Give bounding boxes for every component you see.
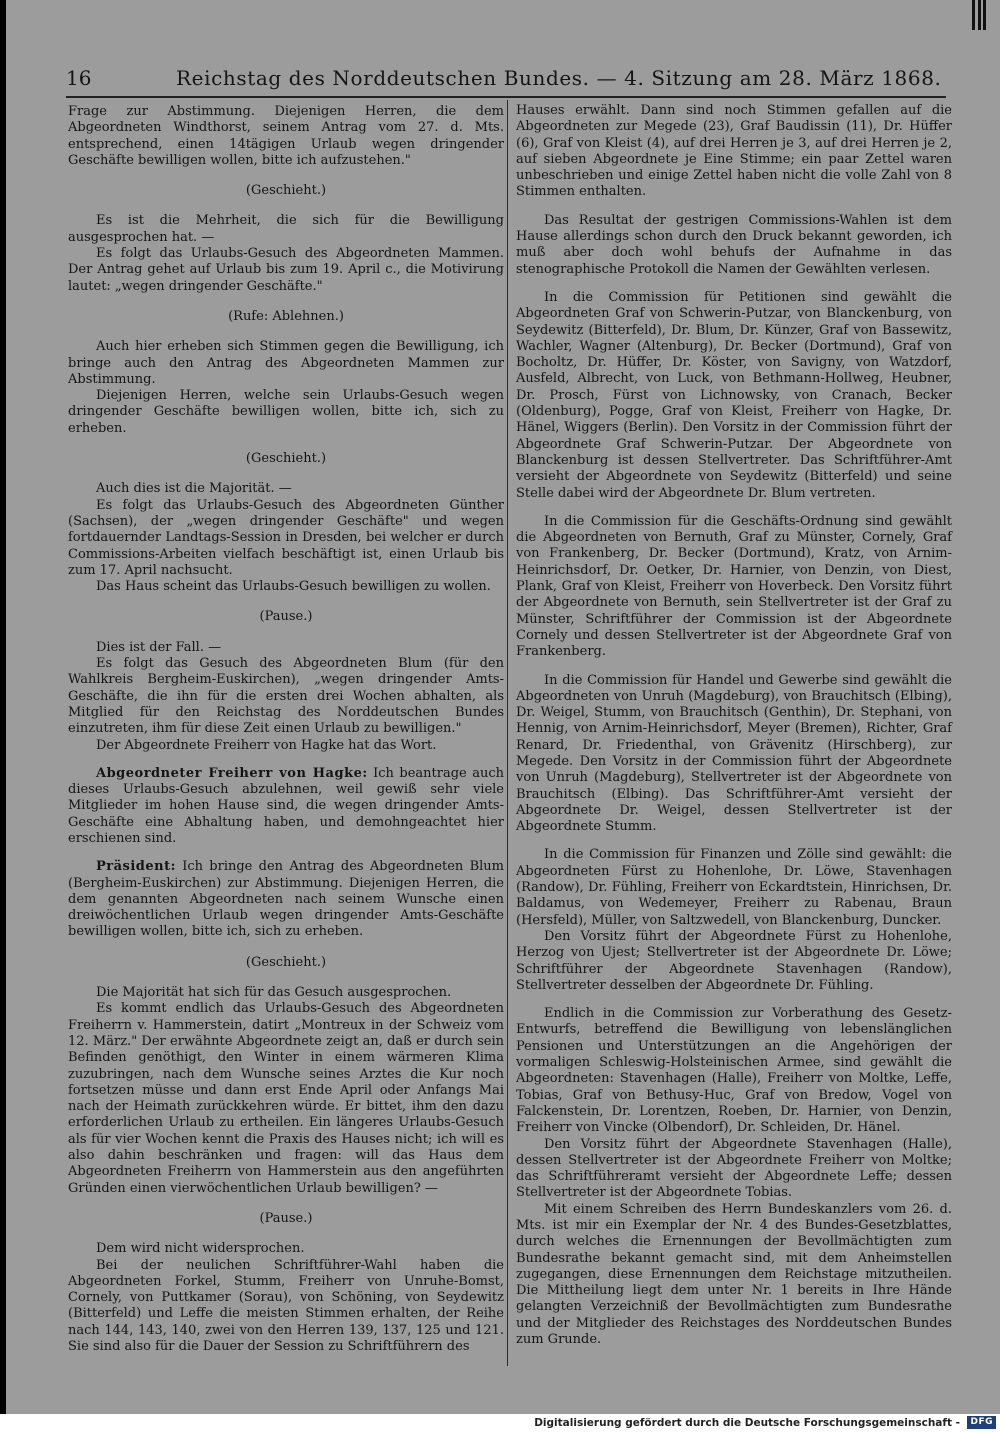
- page-number: 16: [66, 66, 92, 90]
- stage-direction: (Rufe: Ablehnen.): [228, 308, 344, 324]
- body-paragraph: Es ist die Mehrheit, die sich für die Bewilligung ausgesprochen hat. —: [68, 213, 504, 245]
- dfg-logo: DFG: [967, 1416, 996, 1429]
- speaker-name: Präsident:: [96, 859, 176, 875]
- body-paragraph: Auch dies ist die Majorität. —: [96, 481, 292, 497]
- body-paragraph: Die Majorität hat sich für das Gesuch ausgesprochen.: [96, 985, 452, 1001]
- body-paragraph: Es folgt das Gesuch des Abgeordneten Blum (für den Wahlkreis Bergheim-Euskirchen), „wegen dringender Amts-Geschäfte, die ihn für die ersten drei Wochen abhalten, als Mitglied für den Reichstag des Norddeutschen Bundes einzutreten, ihm für diese Zeit einen Urlaub zu bewilligen.": [68, 656, 504, 737]
- body-paragraph: In die Commission für Finanzen und Zölle sind gewählt: die Abgeordneten Fürst zu Hohenlohe, Dr. Löwe, Stavenhagen (Randow), Dr. Fühling, Freiherr von Eckardtstein, Hinrichsen, Dr. Baldamus, von Wedemeyer, Freiherr zu Rabenau, Braun (Hersfeld), Müller, von Saltzwedell, von Blanckenburg, Duncker.: [516, 847, 952, 928]
- stage-direction: (Pause.): [259, 1210, 313, 1226]
- body-paragraph: In die Commission für Handel und Gewerbe sind gewählt die Abgeordneten von Unruh (Magdeburg), von Brauchitsch (Elbing), Dr. Weigel, Stumm, von Brauchitsch (Genthin), Dr. Stephani, von Hennig, von Arnim-Heinrichsdorf, Meyer (Bremen), Richter, Graf Renard, Dr. Friedenthal, von Grävenitz (Hirschberg), zur Megede. Den Vorsitz in der Commission führt der Abgeordnete von Unruh (Magdeburg), Stellvertreter ist der Abgeordnete von Brauchitsch (Elbing). Das Schriftführer-Amt versieht der Abgeordnete Dr. Weigel, dessen Stellvertreter ist der Abgeordnete Stumm.: [516, 672, 952, 835]
- body-paragraph: Dem wird nicht widersprochen.: [96, 1241, 305, 1257]
- stage-direction: (Geschieht.): [245, 183, 327, 199]
- stage-direction: (Geschieht.): [245, 451, 327, 467]
- body-paragraph: Endlich in die Commission zur Vorberathung des Gesetz-Entwurfs, betreffend die Bewilligung von lebenslänglichen Pensionen und Unterstützungen an die Angehörigen der vormaligen Schleswig-Holsteinischen Armee, sind gewählt die Abgeordneten: Stavenhagen (Halle), Freiherr von Moltke, Leffe, Tobias, Graf von Bethusy-Huc, Graf von Bredow, Vogel von Falckenstein, Dr. Lorentzen, Roeben, Dr. Harnier, von Denzin, Freiherr von Vincke (Olbendorf), Dr. Schleiden, Dr. Hänel.: [516, 1006, 952, 1136]
- body-paragraph: Es kommt endlich das Urlaubs-Gesuch des Abgeordneten Freiherrn v. Hammerstein, datirt „Montreux in der Schweiz vom 12. März." Der erwähnte Abgeordnete zeigt an, daß er durch sein Befinden genöthigt, den Winter in einem wärmeren Klima zuzubringen, nach dem Wunsche seines Arztes die Kur noch fortsetzen müsse und dann erst Ende April oder Anfangs Mai nach der Heimath zurückkehren würde. Er bittet, ihm den dazu erforderlichen Urlaub zu ertheilen. Ein längeres Urlaubs-Gesuch als für vier Wochen kennt die Praxis des Hauses nicht; ich will es also dahin beschränken und fragen: will das Haus dem Abgeordneten Freiherrn von Hammerstein aus den angeführten Gründen einen vierwöchentlichen Urlaub bewilligen? —: [68, 1001, 504, 1196]
- stage-direction: (Pause.): [259, 609, 313, 625]
- body-paragraph: Den Vorsitz führt der Abgeordnete Fürst zu Hohenlohe, Herzog von Ujest; Stellvertreter ist der Abgeordnete Dr. Löwe; Schriftführer der Abgeordnete Stavenhagen (Randow), Stellvertreter desselben der Abgeordnete Dr. Fühling.: [516, 928, 952, 993]
- speaker-name: Abgeordneter Freiherr von Hagke:: [96, 765, 368, 781]
- running-title: Reichstag des Norddeutschen Bundes. — 4. Sitzung am 28. März 1868.: [176, 66, 942, 90]
- right-column: [516, 103, 952, 1348]
- body-paragraph: Der Abgeordnete Freiherr von Hagke hat das Wort.: [96, 737, 437, 753]
- footer-bar: [0, 1414, 1000, 1432]
- body-paragraph: Hauses erwählt. Dann sind noch Stimmen gefallen auf die Abgeordneten zur Megede (23), Graf Baudissin (11), Dr. Hüffer (6), Graf von Kleist (4), auf drei Herren je 3, auf drei Herren je 2, auf sieben Abgeordnete je Eine Stimme; ein paar Zettel waren unbeschrieben und einige Zettel haben nicht die volle Zahl von 8 Stimmen enthalten.: [516, 103, 952, 200]
- left-column: [68, 104, 504, 1355]
- column-divider: [507, 100, 508, 1366]
- body-paragraph: Es folgt das Urlaubs-Gesuch des Abgeordneten Günther (Sachsen), der „wegen dringender Geschäfte" und wegen fortdauernder Landtags-Session in Dresden, bei welcher er durch Commissions-Arbeiten vielfach beschäftigt ist, einen Urlaub bis zum 17. April nachsucht.: [68, 497, 504, 578]
- stage-direction: (Geschieht.): [245, 954, 327, 970]
- body-paragraph: Diejenigen Herren, welche sein Urlaubs-Gesuch wegen dringender Geschäfte bewilligen wollen, bitte ich, sich zu erheben.: [68, 388, 504, 436]
- header-rule: [66, 96, 946, 98]
- body-paragraph: In die Commission für die Geschäfts-Ordnung sind gewählt die Abgeordneten von Bernuth, Graf zu Münster, Cornely, Graf von Frankenberg, Dr. Becker (Dortmund), Kratz, von Arnim-Heinrichsdorf, Dr. Oetker, Dr. Harnier, von Denzin, von Diest, Plank, Graf von Kleist, Freiherr von Hoverbeck. Den Vorsitz führt der Abgeordnete von Bernuth, sein Stellvertreter ist der Graf zu Münster, Schriftführer der Commission ist der Abgeordnete Cornely und dessen Stellvertreter ist der Abgeordnete Graf von Frankenberg.: [516, 513, 952, 660]
- body-paragraph: In die Commission für Petitionen sind gewählt die Abgeordneten Graf von Schwerin-Putzar, von Blanckenburg, von Seydewitz (Bitterfeld), Dr. Blum, Dr. Künzer, Graf von Bassewitz, Wachler, Wagner (Altenburg), Dr. Becker (Dortmund), Graf von Bocholtz, Dr. Hüffer, Dr. Köster, von Savigny, von Watzdorf, Ausfeld, Albrecht, von Luck, von Bethmann-Hollweg, Heubner, Dr. Prosch, Fürst von Lichnowsky, von Cranach, Becker (Oldenburg), Pogge, Graf von Kleist, Freiherr von Hagke, Dr. Hänel, Wiggers (Berlin). Den Vorsitz in der Commission führt der Abgeordnete Graf Schwerin-Putzar. Der Abgeordnete von Blanckenburg ist dessen Stellvertreter. Das Schriftführer-Amt versieht der Abgeordnete von Seydewitz (Bitterfeld) und seine Stelle dabei wird der Abgeordnete Dr. Blum vertreten.: [516, 289, 952, 501]
- body-paragraph: Den Vorsitz führt der Abgeordnete Stavenhagen (Halle), dessen Stellvertreter ist der Abgeordnete Freiherr von Moltke; das Schriftführeramt versieht der Abgeordnete Leffe; dessen Stellvertreter ist der Abgeordnete Tobias.: [516, 1136, 952, 1201]
- page-header: [66, 64, 944, 94]
- speech-text: Ich bringe den Antrag des Abgeordneten Blum (Bergheim-Euskirchen) zur Abstimmung. Diejenigen Herren, die dem genannten Abgeordneten nach seinem Wunsche einen dreiwöchentlichen Urlaub wegen dringender Amts-Geschäfte bewilligen wollen, bitte ich, sich zu erheben.: [68, 859, 504, 940]
- speech-paragraph: [68, 766, 504, 847]
- body-paragraph: Es folgt das Urlaubs-Gesuch des Abgeordneten Mammen. Der Antrag gehet auf Urlaub bis zum 19. April c., die Motivirung lautet: „wegen dringender Geschäfte.": [68, 246, 504, 294]
- body-paragraph: Mit einem Schreiben des Herrn Bundeskanzlers vom 26. d. Mts. ist mir ein Exemplar der Nr. 4 des Bundes-Gesetzblattes, durch welches die Ernennungen der Bevollmächtigten zum Bundesrathe bekannt gemacht sind, mit dem Anheimstellen zugegangen, diese Ernennungen dem Reichstage mitzutheilen. Die Mittheilung liegt dem unter Nr. 1 bereits in Ihre Hände gelangten Verzeichniß der Bevollmächtigten zum Bundesrathe und der Mitglieder des Reichstages des Norddeutschen Bundes zum Grunde.: [516, 1201, 952, 1348]
- body-paragraph: Auch hier erheben sich Stimmen gegen die Bewilligung, ich bringe auch den Antrag des Abgeordneten Mammen zur Abstimmung.: [68, 339, 504, 387]
- body-paragraph: Dies ist der Fall. —: [96, 639, 222, 655]
- body-paragraph: Bei der neulichen Schriftführer-Wahl haben die Abgeordneten Forkel, Stumm, Freiherr von Unruhe-Bomst, Cornely, von Puttkamer (Sorau), von Schöning, von Seydewitz (Bitterfeld) und Leffe die meisten Stimmen erhalten, der Reihe nach 144, 143, 140, zwei von den Herren 139, 137, 125 und 121. Sie sind also für die Dauer der Session zu Schriftführern des: [68, 1257, 504, 1354]
- body-paragraph: Frage zur Abstimmung. Diejenigen Herren, die dem Abgeordneten Windthorst, seinem Antrag vom 27. d. Mts. entsprechend, einen 14tägigen Urlaub wegen dringender Geschäfte bewilligen wollen, bitte ich aufzustehen.": [68, 104, 504, 168]
- speech-paragraph: [68, 859, 504, 940]
- speech-text: Ich beantrage auch dieses Urlaubs-Gesuch abzulehnen, weil gewiß sehr viele Mitglieder im hohen Hause sind, die wegen dringender Amts-Geschäfte eine Abhaltung haben, und demohngeachtet hier erschienen sind.: [68, 765, 505, 846]
- body-paragraph: Das Haus scheint das Urlaubs-Gesuch bewilligen zu wollen.: [96, 579, 491, 595]
- funding-credit: Digitalisierung gefördert durch die Deutsche Forschungsgemeinschaft -: [534, 1417, 960, 1429]
- scan-edge-marks: [972, 0, 986, 30]
- body-paragraph: Das Resultat der gestrigen Commissions-Wahlen ist dem Hause allerdings schon durch den Druck bekannt geworden, ich muß aber doch wohl behufs der Aufnahme in das stenographische Protokoll die Namen der Gewählten verlesen.: [516, 212, 952, 277]
